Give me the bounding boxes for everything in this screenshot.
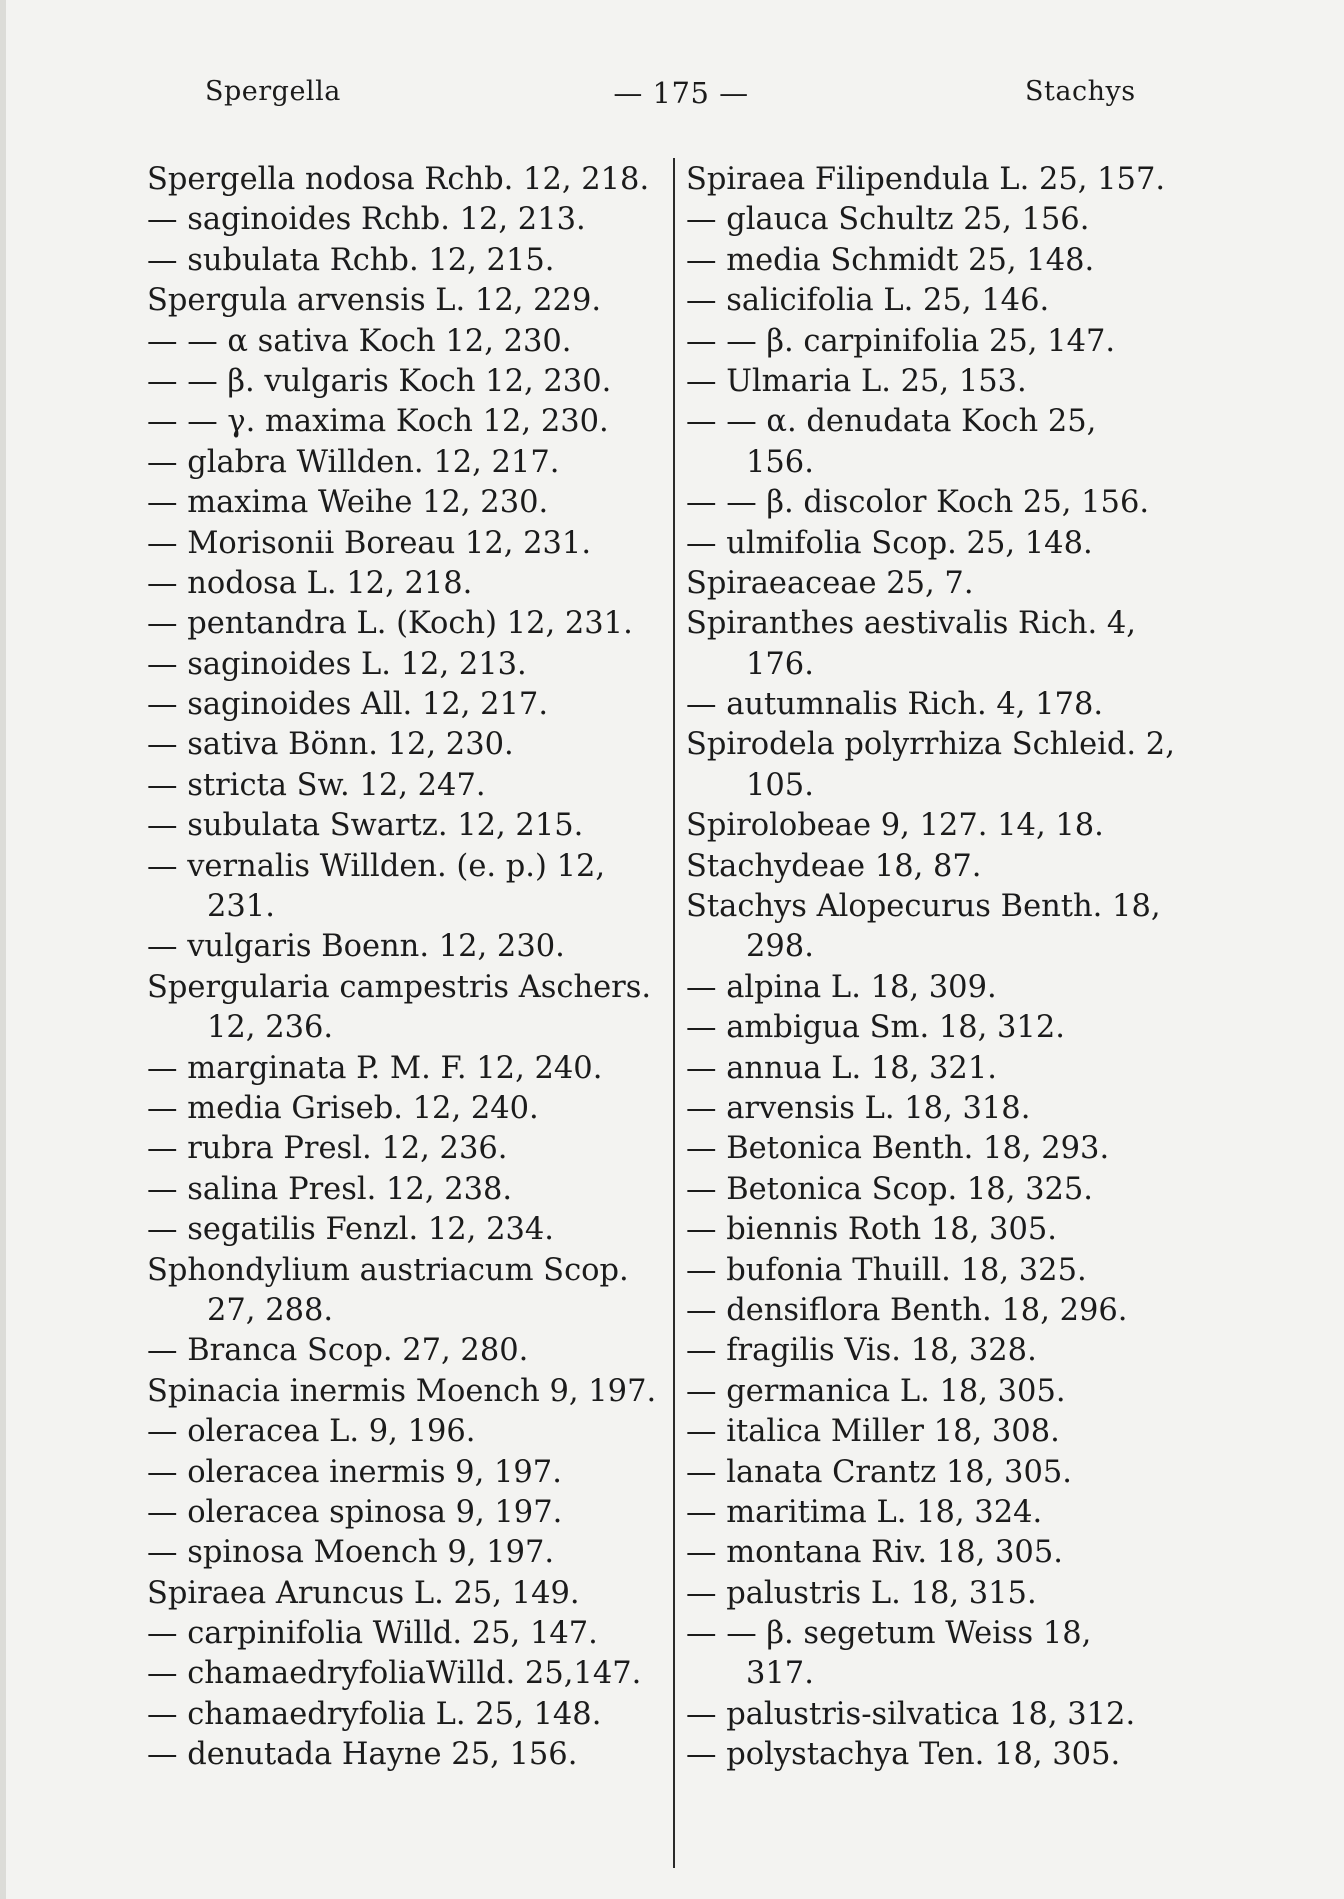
index-entry: 12, 236. (207, 1010, 334, 1046)
index-entry: — oleracea L. 9, 196. (147, 1414, 476, 1450)
index-entry: — arvensis L. 18, 318. (686, 1090, 1031, 1126)
index-entry: — — β. vulgaris Koch 12, 230. (147, 363, 612, 399)
index-entry: Spinacia inermis Moench 9, 197. (147, 1373, 657, 1409)
column-divider (673, 158, 675, 1868)
left-index-column (147, 160, 677, 1776)
index-entry: — italica Miller 18, 308. (686, 1414, 1060, 1450)
index-entry: — carpinifolia Willd. 25, 147. (147, 1616, 598, 1652)
index-entry: — bufonia Thuill. 18, 325. (686, 1252, 1087, 1288)
page-number: — 175 — (613, 76, 749, 110)
index-entry: Spergula arvensis L. 12, 229. (147, 283, 602, 319)
index-entry: Spiraeaceae 25, 7. (686, 565, 974, 601)
index-entry: 298. (746, 929, 814, 965)
index-entry: — saginoides L. 12, 213. (147, 646, 527, 682)
index-entry: — — γ. maxima Koch 12, 230. (147, 404, 609, 440)
index-entry: — Morisonii Boreau 12, 231. (147, 525, 592, 561)
index-entry: — chamaedryfoliaWilld. 25,147. (147, 1656, 642, 1692)
index-entry: — subulata Swartz. 12, 215. (147, 808, 584, 844)
index-entry: — palustris L. 18, 315. (686, 1575, 1037, 1611)
index-entry: — densiflora Benth. 18, 296. (686, 1292, 1128, 1328)
index-entry: — lanata Crantz 18, 305. (686, 1454, 1072, 1490)
right-index-column (686, 160, 1226, 1776)
index-entry: — Branca Scop. 27, 280. (147, 1333, 529, 1369)
index-entry: — ulmifolia Scop. 25, 148. (686, 525, 1093, 561)
index-entry: — alpina L. 18, 309. (686, 969, 997, 1005)
index-entry: — rubra Presl. 12, 236. (147, 1131, 508, 1167)
index-entry: — montana Riv. 18, 305. (686, 1535, 1063, 1571)
index-entry: 105. (746, 767, 814, 803)
index-entry: — vulgaris Boenn. 12, 230. (147, 929, 565, 965)
index-entry: Spirodela polyrrhiza Schleid. 2, (686, 727, 1175, 763)
index-entry: — palustris-silvatica 18, 312. (686, 1696, 1136, 1732)
index-entry: — fragilis Vis. 18, 328. (686, 1333, 1037, 1369)
index-entry: Stachys Alopecurus Benth. 18, (686, 889, 1161, 925)
index-entry: — nodosa L. 12, 218. (147, 565, 473, 601)
index-entry: — — β. carpinifolia 25, 147. (686, 323, 1116, 359)
index-entry: — — β. discolor Koch 25, 156. (686, 485, 1150, 521)
index-entry: — media Griseb. 12, 240. (147, 1090, 539, 1126)
index-entry: — annua L. 18, 321. (686, 1050, 997, 1086)
running-head-right: Stachys (1025, 76, 1136, 107)
index-entry: — — β. segetum Weiss 18, (686, 1616, 1092, 1652)
index-entry: — — α sativa Koch 12, 230. (147, 323, 572, 359)
running-head-left: Spergella (205, 76, 341, 107)
index-entry: — oleracea inermis 9, 197. (147, 1454, 562, 1490)
index-entry: — — α. denudata Koch 25, (686, 404, 1097, 440)
index-entry: 317. (746, 1656, 814, 1692)
index-entry: — glauca Schultz 25, 156. (686, 202, 1090, 238)
index-entry: 176. (746, 646, 814, 682)
index-entry: — oleracea spinosa 9, 197. (147, 1494, 563, 1530)
index-entry: — vernalis Willden. (e. p.) 12, (147, 848, 606, 884)
index-entry: — germanica L. 18, 305. (686, 1373, 1066, 1409)
index-entry: — maxima Weihe 12, 230. (147, 485, 549, 521)
index-entry: — pentandra L. (Koch) 12, 231. (147, 606, 633, 642)
index-entry: Spirolobeae 9, 127. 14, 18. (686, 808, 1104, 844)
page-edge-shadow (0, 0, 6, 1899)
index-entry: Stachydeae 18, 87. (686, 848, 982, 884)
index-entry: 231. (207, 889, 275, 925)
index-entry: — salicifolia L. 25, 146. (686, 283, 1050, 319)
index-entry: Spiraea Aruncus L. 25, 149. (147, 1575, 580, 1611)
index-entry: Spergularia campestris Aschers. (147, 969, 652, 1005)
index-entry: — Betonica Scop. 18, 325. (686, 1171, 1093, 1207)
index-entry: — salina Presl. 12, 238. (147, 1171, 513, 1207)
index-entry: — autumnalis Rich. 4, 178. (686, 687, 1104, 723)
index-entry: — saginoides Rchb. 12, 213. (147, 202, 586, 238)
index-entry: — glabra Willden. 12, 217. (147, 444, 560, 480)
index-entry: — Ulmaria L. 25, 153. (686, 363, 1027, 399)
index-entry: — polystachya Ten. 18, 305. (686, 1737, 1121, 1773)
index-entry: — segatilis Fenzl. 12, 234. (147, 1212, 554, 1248)
index-entry: 27, 288. (207, 1292, 334, 1328)
index-entry: — marginata P. M. F. 12, 240. (147, 1050, 603, 1086)
index-entry: Spiranthes aestivalis Rich. 4, (686, 606, 1136, 642)
index-entry: Sphondylium austriacum Scop. (147, 1252, 629, 1288)
index-entry: — denutada Hayne 25, 156. (147, 1737, 578, 1773)
index-entry: — ambigua Sm. 18, 312. (686, 1010, 1065, 1046)
index-entry: — Betonica Benth. 18, 293. (686, 1131, 1110, 1167)
index-entry: Spergella nodosa Rchb. 12, 218. (147, 162, 650, 197)
index-entry: — biennis Roth 18, 305. (686, 1212, 1057, 1248)
index-entry: — subulata Rchb. 12, 215. (147, 242, 555, 278)
index-entry: Spiraea Filipendula L. 25, 157. (686, 162, 1166, 197)
index-entry: — chamaedryfolia L. 25, 148. (147, 1696, 602, 1732)
index-entry: — media Schmidt 25, 148. (686, 242, 1095, 278)
index-entry: — spinosa Moench 9, 197. (147, 1535, 555, 1571)
index-entry: — maritima L. 18, 324. (686, 1494, 1043, 1530)
index-entry: — sativa Bönn. 12, 230. (147, 727, 514, 763)
index-entry: — saginoides All. 12, 217. (147, 687, 549, 723)
index-entry: — stricta Sw. 12, 247. (147, 767, 486, 803)
index-entry: 156. (746, 444, 814, 480)
